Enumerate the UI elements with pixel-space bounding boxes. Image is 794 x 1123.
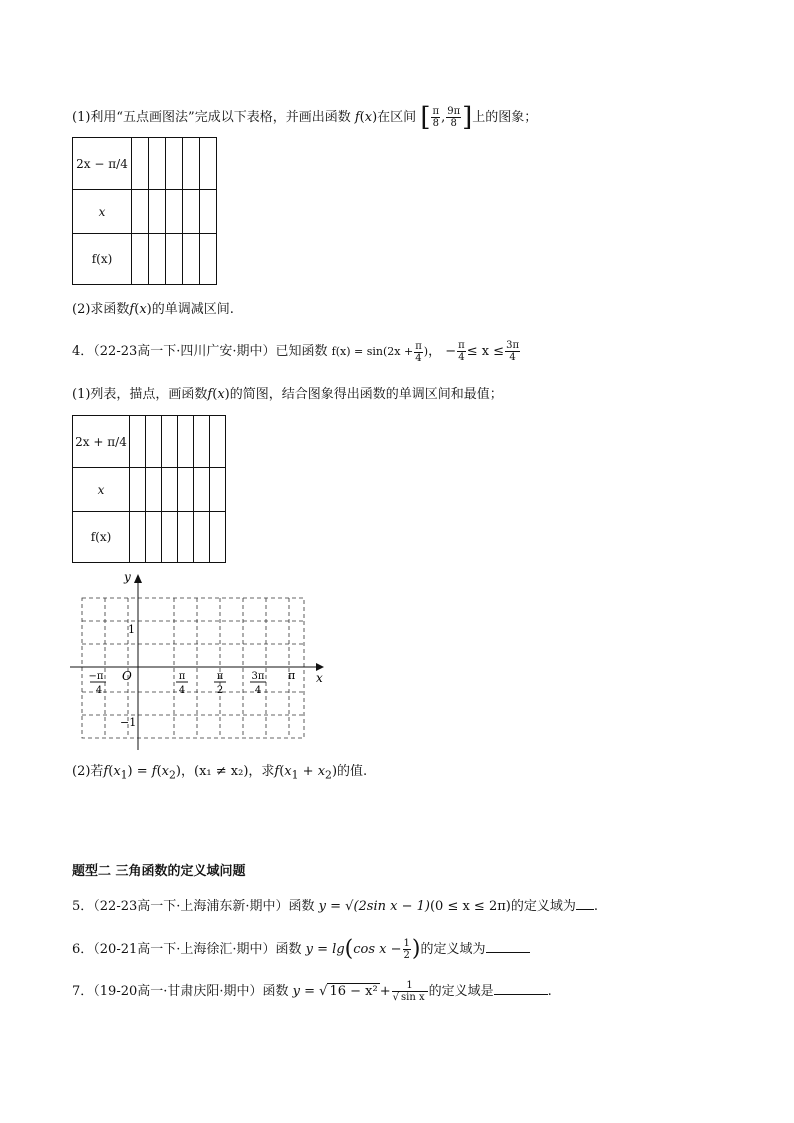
q5-blank (576, 909, 594, 910)
q6: 6．（20-21高一下·上海徐汇·期中）函数 y = lg(cos x − $\frac{1}{2}$ )的定义域为 (72, 938, 530, 961)
q6-source: （20-21高一下·上海徐汇·期中）函数 (93, 942, 302, 957)
q4-source: （22-23高一下·四川广安·期中）已知函数 (93, 344, 328, 359)
tick-m1: −1 (120, 716, 137, 729)
q7-radicand: 16 − x² (329, 984, 378, 999)
q3-row2-label: x (73, 190, 132, 234)
xtick-pi4: π (178, 671, 186, 682)
q5-expr: y = √(2sin x − 1) (318, 899, 430, 914)
q5-end: 的定义域为 (510, 899, 576, 914)
q4-row3-label: f(x) (73, 512, 130, 563)
q3-part1: (1)利用“五点画图法”完成以下表格，并画出函数 f(x)在区间 [ $\frac{\pi}{8}$ , $\frac{9\pi}{8}$ ]上的图象； (72, 102, 538, 133)
tick-1: 1 (128, 623, 135, 636)
q7-expr-start: y = (292, 984, 316, 999)
q7-number: 7． (72, 984, 94, 999)
q3-table (72, 137, 217, 285)
q6-blank (486, 952, 530, 953)
q4-table (72, 415, 226, 563)
q4-func: f(x) = sin(2x + (331, 345, 414, 358)
svg-text:4: 4 (178, 685, 186, 696)
interval-right: $\frac{9\pi}{8}$ (447, 106, 461, 129)
q3-row1-label: 2x − π/4 (73, 138, 132, 190)
q3-part2-text: (2)求函数 (72, 302, 130, 317)
q3-part1-mid: 在区间 (377, 110, 417, 125)
q4-part2: (2)若$f(x_1) = f(x_2)$，(x₁ ≠ x₂)，求$f(x_1 + x_2)$的值. (72, 764, 368, 782)
x-axis-arrow-icon (316, 663, 324, 671)
q6-expr-start: y = lg (305, 942, 345, 957)
svg-text:4: 4 (95, 685, 103, 696)
q3-part2-end: 的单调减区间. (151, 302, 234, 317)
q5-source: （22-23高一下·上海浦东新·期中）函数 (93, 899, 315, 914)
func-fx: f (354, 110, 360, 125)
q4-part2-cond: (x₁ ≠ x₂) (194, 764, 249, 779)
x-label: x (316, 671, 323, 685)
q3-part1-text: (1)利用“五点画图法”完成以下表格，并画出函数 (72, 110, 351, 125)
q4-part2-start: (2)若 (72, 764, 104, 779)
q4-cond: ≤ x ≤ (466, 344, 505, 359)
q5-cond: (0 ≤ x ≤ 2π) (429, 899, 511, 914)
interval-left: $\frac{\pi}{8}$ (432, 106, 440, 129)
q5-number: 5． (72, 899, 94, 914)
q6-expr-in: cos x − (353, 942, 402, 957)
q7-den: sin x (401, 992, 425, 1003)
y-axis-arrow-icon (134, 574, 142, 583)
q4-stem: 4．（22-23高一下·四川广安·期中）已知函数 f(x) = sin(2x + $\frac{\pi}{4}$ )， − $\frac{\pi}{4}$ ≤ x ≤ $\frac{3\pi}{4}$ (72, 340, 520, 364)
q7-blank (494, 994, 548, 995)
q4-row2-label: x (73, 468, 130, 512)
xtick-neg-pi4: −π (88, 671, 104, 682)
xtick-3pi4: 3π (251, 671, 265, 682)
q4-part1: (1)列表，描点，画函数f(x)的简图，结合图象得出函数的单调区间和最值； (72, 387, 503, 402)
q4-row1-label: 2x + π/4 (73, 416, 130, 468)
q3-part1-end: 上的图象； (472, 110, 538, 125)
q4-part1-text: (1)列表，描点，画函数 (72, 387, 208, 402)
tick-pi: π (288, 669, 296, 682)
q7-end: 的定义域是 (428, 984, 494, 999)
q3-row3-label: f(x) (73, 234, 132, 285)
q4-number: 4． (72, 344, 94, 359)
q6-end: 的定义域为 (420, 942, 486, 957)
q7-source: （19-20高一·甘肃庆阳·期中）函数 (93, 984, 289, 999)
q4-part2-tail: 的值. (337, 764, 368, 779)
q4-part1-end: 的简图，结合图象得出函数的单调区间和最值； (229, 387, 503, 402)
y-label: y (124, 570, 131, 584)
q6-number: 6． (72, 942, 94, 957)
q7: 7．（19-20高一·甘肃庆阳·期中）函数 y = √ 16 − x² + $\frac{1}{\text{√ sin x}}$ 的定义域是 . (72, 980, 552, 1003)
svg-text:2: 2 (216, 685, 224, 696)
origin-label: O (122, 669, 132, 683)
q4-graph (66, 566, 336, 756)
q3-part2: (2)求函数f(x)的单调减区间. (72, 302, 234, 317)
section2-title: 题型二 三角函数的定义域问题 (72, 864, 246, 879)
xtick-pi2: π (216, 671, 224, 682)
svg-text:4: 4 (254, 685, 262, 696)
q5: 5．（22-23高一下·上海浦东新·期中）函数 y = √(2sin x − 1)(0 ≤ x ≤ 2π)的定义域为 . (72, 899, 599, 914)
